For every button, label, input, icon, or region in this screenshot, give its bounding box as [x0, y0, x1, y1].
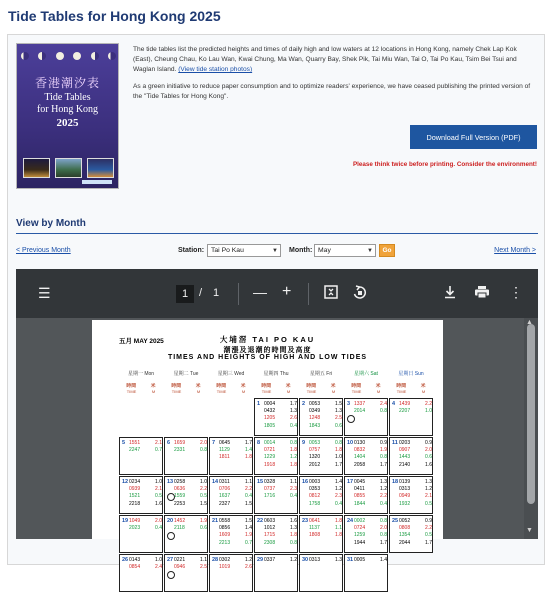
pdf-month-title: 五月 MAY 2025: [119, 338, 164, 345]
calendar-day-cell: [119, 515, 163, 553]
weekday-header: 星期六 Sat: [354, 371, 378, 377]
tide-entry: 0313 1.3: [309, 557, 342, 563]
day-number: 31: [347, 557, 354, 563]
tide-entry: 1659 2.0: [174, 440, 207, 446]
tide-entry: 0002 0.8: [354, 518, 387, 524]
pdf-subtitle-chinese: 潮漲及退潮的時間及高度: [223, 347, 312, 354]
content-panel: [7, 34, 545, 571]
day-number: 14: [212, 479, 219, 485]
tide-entry: 2118 0.6: [174, 525, 207, 532]
tide-entry: 0258 1.0: [174, 479, 207, 485]
weekday-header: 星期二 Tue: [173, 371, 199, 377]
calendar-day-cell: [209, 515, 253, 553]
toolbar-divider: [308, 283, 309, 305]
day-number: 24: [347, 518, 354, 524]
tide-list: [219, 479, 252, 508]
column-header-english: TIME M: [216, 389, 246, 394]
tide-list: [174, 479, 207, 508]
chevron-down-icon: ▼: [367, 247, 373, 254]
tide-list: [309, 479, 342, 508]
calendar-day-cell: [164, 476, 208, 514]
day-number: 12: [122, 479, 129, 485]
tide-entry: 2327 1.5: [219, 500, 252, 507]
calendar-day-cell: [164, 554, 208, 592]
tide-list: [264, 479, 297, 501]
moon-phase-icon: [167, 571, 175, 579]
tide-list: [399, 440, 432, 469]
moon-phases-graphic: [21, 52, 116, 60]
previous-month-link[interactable]: < Previous Month: [16, 247, 71, 254]
calendar-day-cell: [344, 476, 388, 514]
weekday-header: 星期一 Mon: [127, 371, 155, 377]
tide-entry: 1559 0.5: [174, 493, 207, 500]
cover-chinese-title: 香港潮汐表: [34, 76, 100, 90]
column-header-chinese: 時間 米: [171, 384, 201, 389]
calendar-day-cell: [119, 476, 163, 514]
day-number: 28: [212, 557, 219, 563]
tide-entry: 0812 2.3: [309, 493, 342, 500]
column-header-english: TIME M: [261, 389, 291, 394]
tide-entry: 2058 1.7: [354, 461, 387, 468]
tide-entry: 1248 2.5: [309, 415, 342, 422]
day-number: 3: [347, 401, 351, 407]
tide-list: [264, 401, 297, 430]
page-number-input[interactable]: 1: [176, 285, 194, 303]
tide-list: [309, 401, 342, 430]
tide-entry: 0641 1.8: [309, 518, 342, 524]
tide-entry: 0311 1.1: [219, 479, 252, 485]
column-header-english: TIME M: [351, 389, 381, 394]
tide-list: [309, 557, 342, 564]
tide-entry: 2014 0.8: [354, 408, 387, 415]
tide-entry: 0855 2.2: [354, 493, 387, 500]
tide-station-photos-link[interactable]: (View tide station photos): [178, 66, 253, 74]
day-number: 6: [167, 440, 171, 446]
calendar-day-cell: [299, 437, 343, 475]
rotate-icon[interactable]: [352, 285, 367, 302]
day-number: 13: [167, 479, 174, 485]
toolbar-divider: [238, 283, 239, 305]
tide-entry: 1443 0.6: [399, 454, 432, 461]
day-number: 9: [302, 440, 306, 446]
month-select-value: May: [318, 247, 331, 254]
day-number: 5: [122, 440, 126, 446]
pdf-page: [92, 320, 443, 571]
description-text: The tide tables list the predicted heights and times of daily high and low waters at 12 locations in Hong Kong, namely Chek Lap Kok (East), Cheung Chau, Ko Lau Wan, Kwai Chung, Ma Wan, Quarry Bay, Shek Pik, Tai Miu Wan, Tai O, Tai Po Kau, Tsim Bei Tsui and Waglan Island.: [133, 46, 517, 74]
tide-list: [399, 479, 432, 508]
day-number: 18: [392, 479, 399, 485]
tide-entry: 0411 1.2: [354, 486, 387, 493]
cover-photos: [23, 158, 114, 178]
day-number: 22: [257, 518, 264, 524]
day-number: 26: [122, 557, 129, 563]
tide-entry: 1049 2.0: [129, 518, 162, 524]
tide-list: [219, 440, 252, 462]
day-number: 23: [302, 518, 309, 524]
day-number: 8: [257, 440, 261, 446]
calendar-day-cell: [389, 398, 433, 436]
tide-entry: 1932 0.5: [399, 500, 432, 507]
calendar-day-cell: [344, 554, 388, 592]
tide-list: [354, 401, 387, 415]
tide-entry: 1805 0.4: [264, 422, 297, 429]
tide-list: [219, 557, 252, 571]
month-label: Month:: [289, 247, 313, 254]
tide-entry: 0053 1.5: [309, 401, 342, 407]
weekday-header: 星期三 Wed: [217, 371, 245, 377]
calendar-day-cell: [299, 476, 343, 514]
tide-entry: 0139 1.3: [399, 479, 432, 485]
weekday-header: 星期四 Thu: [263, 371, 289, 377]
print-icon[interactable]: [474, 285, 490, 301]
tide-entry: 0005 1.4: [354, 557, 387, 563]
calendar-day-cell: [254, 398, 298, 436]
column-header-chinese: 時間 米: [351, 384, 381, 389]
moon-phase-icon: [347, 415, 355, 423]
tide-entry: 1129 1.4: [219, 447, 252, 454]
tide-entry: 2140 1.6: [399, 461, 432, 468]
tide-entry: 0003 1.4: [309, 479, 342, 485]
day-number: 16: [302, 479, 309, 485]
tide-entry: 0757 1.8: [309, 447, 342, 454]
tide-entry: 0558 1.5: [219, 518, 252, 524]
page-title: Tide Tables for Hong Kong 2025: [8, 8, 221, 24]
tide-entry: 0014 0.8: [264, 440, 297, 446]
tide-list: [264, 518, 297, 547]
scroll-down-arrow-icon[interactable]: ▼: [526, 527, 533, 534]
tide-entry: 1337 2.4: [354, 401, 387, 407]
tide-entry: 1521 0.5: [129, 493, 162, 500]
station-select-value: Tai Po Kau: [211, 247, 244, 254]
day-number: 19: [122, 518, 129, 524]
calendar-day-cell: [254, 515, 298, 553]
tide-entry: 0946 2.5: [174, 564, 207, 571]
tide-entry: 1918 1.8: [264, 461, 297, 468]
calendar-day-cell: [299, 398, 343, 436]
tide-entry: 2247 0.7: [129, 447, 162, 454]
day-number: 17: [347, 479, 354, 485]
download-icon[interactable]: [443, 285, 457, 301]
tide-entry: 1404 0.8: [354, 454, 387, 461]
menu-icon[interactable]: ☰: [38, 285, 51, 301]
tide-list: [129, 440, 162, 454]
calendar-day-cell: [344, 398, 388, 436]
tide-entry: 1843 0.6: [309, 422, 342, 429]
tide-entry: 0052 0.9: [399, 518, 432, 524]
tide-entry: 0808 2.2: [399, 525, 432, 532]
tide-entry: 0907 2.0: [399, 447, 432, 454]
calendar-day-cell: [254, 476, 298, 514]
calendar-day-cell: [344, 437, 388, 475]
tide-entry: 0724 2.0: [354, 525, 387, 532]
tide-entry: 0234 1.0: [129, 479, 162, 485]
pdf-subtitle-english: TIMES AND HEIGHTS OF HIGH AND LOW TIDES: [167, 354, 368, 361]
column-header-chinese: 時間 米: [216, 384, 246, 389]
observatory-logo: [82, 180, 112, 184]
tide-list: [129, 557, 162, 571]
tide-entry: 0337 1.2: [264, 557, 297, 563]
section-divider: [16, 233, 538, 234]
calendar-day-cell: [209, 554, 253, 592]
tide-entry: 0221 1.1: [174, 557, 207, 563]
tide-entry: 1320 1.0: [309, 454, 342, 461]
day-number: 10: [347, 440, 354, 446]
pdf-toolbar: [16, 269, 538, 318]
tide-entry: 0045 1.3: [354, 479, 387, 485]
tide-entry: 2213 0.7: [219, 539, 252, 546]
tide-entry: 0949 2.1: [399, 493, 432, 500]
zoom-out-icon[interactable]: —: [253, 284, 267, 300]
tide-entry: 1259 0.8: [354, 532, 387, 539]
next-month-link[interactable]: Next Month >: [494, 247, 536, 254]
tide-entry: 1019 2.6: [219, 564, 252, 571]
tide-entry: 1609 1.9: [219, 532, 252, 539]
moon-phase-icon: [167, 532, 175, 540]
column-header-chinese: 時間 米: [126, 384, 156, 389]
tide-entry: 1716 0.4: [264, 493, 297, 500]
tide-list: [219, 518, 252, 547]
station-select[interactable]: [207, 244, 281, 257]
day-number: 1: [257, 401, 261, 407]
tide-entry: 1205 2.6: [264, 415, 297, 422]
description: [133, 45, 537, 108]
cover-english-title: Tide Tables: [44, 92, 91, 103]
tide-list: [174, 557, 207, 571]
tide-entry: 0721 1.8: [264, 447, 297, 454]
tide-entry: 0432 1.3: [264, 408, 297, 415]
tide-list: [309, 440, 342, 469]
day-number: 11: [392, 440, 398, 446]
tide-entry: 2044 1.7: [399, 539, 432, 546]
tide-entry: 1944 1.7: [354, 539, 387, 546]
day-number: 29: [257, 557, 264, 563]
calendar-day-cell: [254, 554, 298, 592]
tide-entry: 1758 0.4: [309, 500, 342, 507]
calendar-day-cell: [254, 437, 298, 475]
pdf-viewer[interactable]: [16, 269, 538, 571]
tide-entry: 0302 1.2: [219, 557, 252, 563]
tide-entry: 0832 1.9: [354, 447, 387, 454]
column-header-english: TIME M: [396, 389, 426, 394]
chevron-down-icon: ▼: [272, 247, 278, 254]
calendar-day-cell: [299, 515, 343, 553]
tide-entry: 0645 1.7: [219, 440, 252, 446]
tide-entry: 0856 1.4: [219, 525, 252, 532]
tide-list: [354, 557, 387, 564]
page-count: 1: [213, 287, 220, 299]
tide-entry: 2253 1.5: [174, 500, 207, 507]
calendar-day-cell: [164, 437, 208, 475]
tide-entry: 0349 1.3: [309, 408, 342, 415]
tide-entry: 0636 2.2: [174, 486, 207, 493]
pdf-scrollbar-thumb[interactable]: [527, 324, 535, 504]
tide-entry: 2023 0.4: [129, 525, 162, 532]
tide-entry: 0053 0.8: [309, 440, 342, 446]
tide-entry: 2308 0.8: [264, 539, 297, 546]
more-icon[interactable]: ⋮: [509, 284, 523, 300]
tide-entry: 1439 2.2: [399, 401, 432, 407]
zoom-in-icon[interactable]: +: [282, 283, 292, 300]
tide-entry: 1844 0.4: [354, 500, 387, 507]
tide-list: [354, 440, 387, 469]
print-warning: Please think twice before printing. Consider the environment!: [352, 161, 537, 168]
calendar-day-cell: [344, 515, 388, 553]
tide-entry: 0939 2.1: [129, 486, 162, 493]
tide-entry: 1012 1.3: [264, 525, 297, 532]
month-select[interactable]: [314, 244, 376, 257]
day-number: 7: [212, 440, 216, 446]
tide-entry: 1637 0.4: [219, 493, 252, 500]
calendar-day-cell: [209, 437, 253, 475]
tide-entry: 0130 0.9: [354, 440, 387, 446]
column-header-english: TIME M: [126, 389, 156, 394]
tide-entry: 2207 1.0: [399, 408, 432, 415]
tide-tables-cover-image: [16, 43, 119, 189]
calendar-day-cell: [299, 554, 343, 592]
day-number: 25: [392, 518, 399, 524]
calendar-day-cell: [119, 437, 163, 475]
tide-entry: 1808 1.8: [309, 532, 342, 539]
tide-entry: 1452 1.9: [174, 518, 207, 524]
tide-entry: 0603 1.6: [264, 518, 297, 524]
go-button[interactable]: Go: [379, 244, 395, 257]
tide-entry: 1551 2.1: [129, 440, 162, 446]
day-number: 21: [212, 518, 219, 524]
tide-entry: 1354 0.5: [399, 532, 432, 539]
tide-entry: 0854 2.4: [129, 564, 162, 571]
tide-list: [129, 518, 162, 532]
station-label: Station:: [178, 247, 205, 254]
tide-entry: 1137 1.1: [309, 525, 342, 532]
pdf-station-title: 大埔滘 TAI PO KAU: [219, 335, 316, 344]
day-number: 27: [167, 557, 174, 563]
tide-entry: 1811 1.8: [219, 454, 252, 461]
tide-entry: 2331 0.8: [174, 447, 207, 454]
scroll-up-arrow-icon[interactable]: ▲: [526, 319, 533, 326]
tide-entry: 0353 1.2: [309, 486, 342, 493]
day-number: 2: [302, 401, 306, 407]
tide-entry: 1229 1.2: [264, 454, 297, 461]
day-number: 15: [257, 479, 264, 485]
tide-entry: 1715 1.8: [264, 532, 297, 539]
tide-list: [129, 479, 162, 508]
download-full-version-button[interactable]: Download Full Version (PDF): [410, 125, 537, 149]
cover-english-title-2: for Hong Kong: [36, 104, 99, 115]
view-by-month-heading: View by Month: [16, 218, 86, 229]
tide-entry: 0313 1.2: [399, 486, 432, 493]
column-header-chinese: 時間 米: [396, 384, 426, 389]
calendar-day-cell: [119, 554, 163, 592]
tide-entry: 0143 1.0: [129, 557, 162, 563]
weekday-header: 星期五 Fri: [309, 371, 333, 377]
tide-list: [174, 518, 207, 532]
tide-list: [264, 440, 297, 469]
tide-entry: 0203 0.9: [399, 440, 432, 446]
day-number: 30: [302, 557, 309, 563]
green-initiative-text: As a green initiative to reduce paper consumption and to optimize readers' experience, we have ceased publishing the printed version of the "Tide Tables for Hong Kong".: [133, 82, 531, 100]
column-header-chinese: 時間 米: [306, 384, 336, 389]
cover-year: 2025: [56, 117, 79, 129]
calendar-day-cell: [209, 476, 253, 514]
calendar-day-cell: [164, 515, 208, 553]
page-separator: /: [199, 287, 203, 299]
tide-list: [399, 518, 432, 547]
day-number: 20: [167, 518, 174, 524]
column-header-english: TIME M: [306, 389, 336, 394]
tide-list: [354, 518, 387, 547]
tide-list: [309, 518, 342, 540]
tide-entry: 0328 1.1: [264, 479, 297, 485]
tide-entry: 2012 1.7: [309, 461, 342, 468]
tide-list: [264, 557, 297, 564]
column-header-chinese: 時間 米: [261, 384, 291, 389]
tide-entry: 0737 2.3: [264, 486, 297, 493]
tide-list: [174, 440, 207, 454]
tide-list: [354, 479, 387, 508]
tide-entry: 0004 1.7: [264, 401, 297, 407]
calendar-day-cell: [389, 437, 433, 475]
column-header-english: TIME M: [171, 389, 201, 394]
tide-entry: 2218 1.6: [129, 500, 162, 507]
fit-page-icon[interactable]: [324, 285, 338, 301]
tide-list: [399, 401, 432, 415]
tide-entry: 0706 2.2: [219, 486, 252, 493]
calendar-day-cell: [389, 515, 433, 553]
weekday-header: 星期日 Sun: [398, 371, 424, 377]
calendar-day-cell: [389, 476, 433, 514]
day-number: 4: [392, 401, 396, 407]
